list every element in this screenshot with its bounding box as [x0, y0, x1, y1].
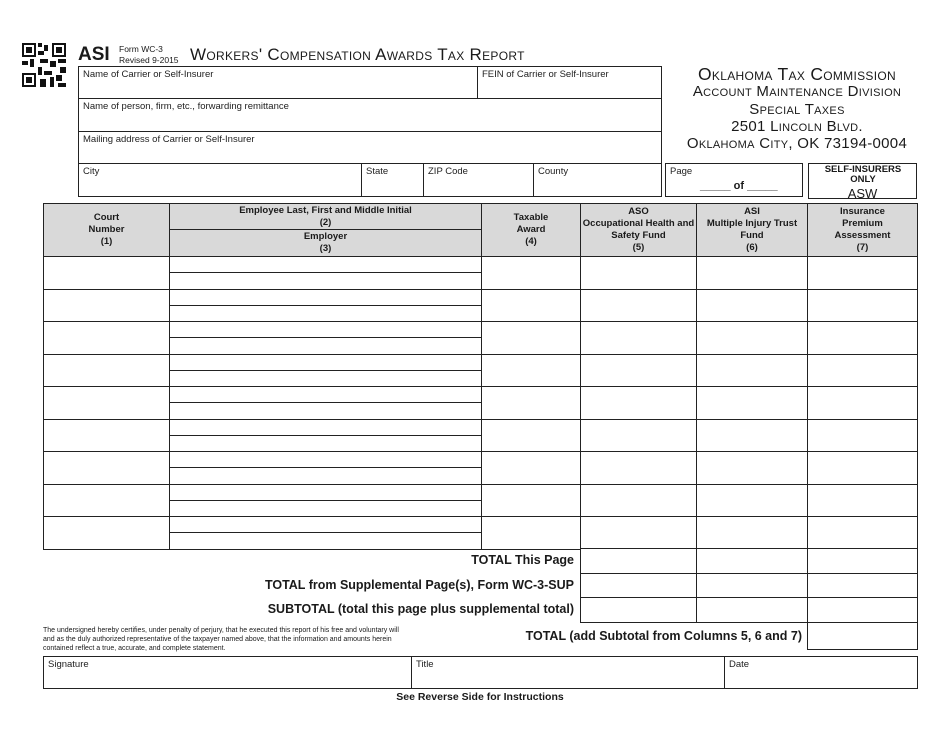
- carrier-name-label: Name of Carrier or Self-Insurer: [83, 69, 214, 80]
- total-cell[interactable]: [696, 597, 808, 623]
- table-cell[interactable]: [807, 386, 918, 420]
- self-insurers-code: ASW: [847, 186, 878, 201]
- table-cell[interactable]: [481, 354, 581, 388]
- total-cell[interactable]: [580, 597, 697, 623]
- employee-cell[interactable]: [169, 419, 482, 436]
- title-label: Title: [416, 659, 434, 670]
- total-cell[interactable]: [696, 548, 808, 574]
- county-field[interactable]: [533, 163, 662, 197]
- table-cell[interactable]: [580, 256, 697, 290]
- employee-cell[interactable]: [169, 256, 482, 273]
- table-cell[interactable]: [580, 419, 697, 453]
- title-field[interactable]: [411, 656, 725, 689]
- city-label: City: [83, 166, 100, 177]
- employer-cell[interactable]: [169, 272, 482, 289]
- employer-cell[interactable]: [169, 500, 482, 517]
- total-cell[interactable]: [807, 548, 918, 574]
- county-label: County: [538, 166, 569, 177]
- table-cell[interactable]: [481, 451, 581, 485]
- employee-cell[interactable]: [169, 321, 482, 338]
- employer-cell[interactable]: [169, 467, 482, 484]
- self-insurers-box: [808, 163, 917, 199]
- table-cell[interactable]: [696, 484, 808, 518]
- table-cell[interactable]: [807, 321, 918, 355]
- table-cell[interactable]: [807, 289, 918, 323]
- total-cell[interactable]: [696, 573, 808, 599]
- qr-code-icon: [22, 43, 66, 87]
- table-cell[interactable]: [481, 419, 581, 453]
- page-field[interactable]: [665, 163, 803, 197]
- total-this-page-label: TOTAL This Page: [471, 553, 574, 567]
- employee-cell[interactable]: [169, 484, 482, 501]
- col-court-number: Court Number (1): [43, 203, 170, 257]
- agency-unit: Special Taxes: [749, 101, 845, 118]
- state-label: State: [366, 166, 389, 177]
- table-cell[interactable]: [696, 516, 808, 550]
- mailing-address-field[interactable]: [78, 131, 662, 164]
- forwarder-field[interactable]: [78, 98, 662, 132]
- employee-cell[interactable]: [169, 451, 482, 468]
- table-cell[interactable]: [43, 419, 170, 453]
- table-cell[interactable]: [807, 354, 918, 388]
- table-cell[interactable]: [43, 256, 170, 290]
- table-cell[interactable]: [481, 484, 581, 518]
- agency-name: Oklahoma Tax Commission: [698, 64, 896, 84]
- table-cell[interactable]: [580, 516, 697, 550]
- self-insurers-label: SELF-INSURERS ONLY: [824, 164, 902, 185]
- fein-label: FEIN of Carrier or Self-Insurer: [482, 69, 609, 80]
- table-cell[interactable]: [580, 354, 697, 388]
- table-cell[interactable]: [481, 516, 581, 550]
- zip-label: ZIP Code: [428, 166, 468, 177]
- agency-division: Account Maintenance Division: [692, 83, 902, 100]
- form-number: Form WC-3: [119, 44, 163, 54]
- table-cell[interactable]: [696, 386, 808, 420]
- page-label: Page: [670, 166, 693, 177]
- table-cell[interactable]: [43, 289, 170, 323]
- state-field[interactable]: [361, 163, 424, 197]
- signature-label: Signature: [48, 659, 89, 670]
- form-title: Workers' Compensation Awards Tax Report: [190, 45, 525, 64]
- date-label: Date: [729, 659, 750, 670]
- employer-cell[interactable]: [169, 370, 482, 387]
- table-cell[interactable]: [696, 419, 808, 453]
- subtotal-label: SUBTOTAL (total this page plus supplemental total): [267, 602, 574, 616]
- grand-total-field[interactable]: [807, 622, 918, 650]
- signature-field[interactable]: [43, 656, 412, 689]
- form-revised: Revised 9-2015: [119, 55, 179, 65]
- table-cell[interactable]: [696, 451, 808, 485]
- grand-total-label: TOTAL (add Subtotal from Columns 5, 6 and 7): [525, 629, 802, 643]
- total-cell[interactable]: [807, 597, 918, 623]
- total-supplemental-label: TOTAL from Supplemental Page(s), Form WC-3-SUP: [264, 578, 574, 592]
- table-cell[interactable]: [696, 289, 808, 323]
- footer-instructions: See Reverse Side for Instructions: [396, 691, 564, 703]
- form-code: ASI: [78, 44, 110, 65]
- table-cell[interactable]: [580, 386, 697, 420]
- col-employer: Employer (3): [169, 229, 482, 257]
- carrier-name-field[interactable]: [78, 66, 478, 99]
- table-cell[interactable]: [43, 386, 170, 420]
- fein-field[interactable]: [477, 66, 662, 99]
- table-cell[interactable]: [696, 321, 808, 355]
- page-of: _____ of _____: [700, 180, 778, 192]
- col-insurance: Insurance Premium Assessment (7): [807, 203, 918, 257]
- zip-field[interactable]: [423, 163, 534, 197]
- table-cell[interactable]: [807, 419, 918, 453]
- date-field[interactable]: [724, 656, 918, 689]
- col-asi: ASI Multiple Injury Trust Fund (6): [696, 203, 808, 257]
- agency-street: 2501 Lincoln Blvd.: [731, 118, 863, 135]
- table-cell[interactable]: [43, 484, 170, 518]
- table-cell[interactable]: [807, 451, 918, 485]
- table-cell[interactable]: [807, 516, 918, 550]
- table-cell[interactable]: [481, 256, 581, 290]
- employer-cell[interactable]: [169, 337, 482, 354]
- certification-text: The undersigned hereby certifies, under penalty of perjury, that he executed this report of his free and voluntary will and as the duly authorized representative of the taxpayer named above, that the information and amounts herein contained reflect a true, accurate, and complete statement.: [43, 627, 399, 652]
- table-cell[interactable]: [43, 321, 170, 355]
- forwarder-label: Name of person, firm, etc., forwarding remittance: [83, 101, 289, 112]
- table-cell[interactable]: [43, 354, 170, 388]
- employer-cell[interactable]: [169, 435, 482, 452]
- table-cell[interactable]: [807, 484, 918, 518]
- table-cell[interactable]: [580, 484, 697, 518]
- col-aso: ASO Occupational Health and Safety Fund (5): [580, 203, 697, 257]
- col-taxable-award: Taxable Award (4): [481, 203, 581, 257]
- employee-cell[interactable]: [169, 354, 482, 371]
- table-cell[interactable]: [580, 289, 697, 323]
- table-cell[interactable]: [481, 289, 581, 323]
- table-cell[interactable]: [43, 516, 170, 550]
- employee-cell[interactable]: [169, 289, 482, 306]
- table-cell[interactable]: [580, 321, 697, 355]
- employer-cell[interactable]: [169, 305, 482, 322]
- table-cell[interactable]: [481, 321, 581, 355]
- city-field[interactable]: [78, 163, 362, 197]
- employer-cell[interactable]: [169, 402, 482, 419]
- table-cell[interactable]: [43, 451, 170, 485]
- agency-city: Oklahoma City, OK 73194-0004: [686, 135, 908, 152]
- table-cell[interactable]: [696, 256, 808, 290]
- table-cell[interactable]: [481, 386, 581, 420]
- mailing-address-label: Mailing address of Carrier or Self-Insurer: [83, 134, 255, 145]
- total-cell[interactable]: [580, 573, 697, 599]
- employee-cell[interactable]: [169, 386, 482, 403]
- table-cell[interactable]: [580, 451, 697, 485]
- employee-cell[interactable]: [169, 516, 482, 533]
- employer-cell[interactable]: [169, 532, 482, 549]
- table-cell[interactable]: [807, 256, 918, 290]
- col-employee: Employee Last, First and Middle Initial (2): [169, 203, 482, 230]
- table-cell[interactable]: [696, 354, 808, 388]
- total-cell[interactable]: [580, 548, 697, 574]
- total-cell[interactable]: [807, 573, 918, 599]
